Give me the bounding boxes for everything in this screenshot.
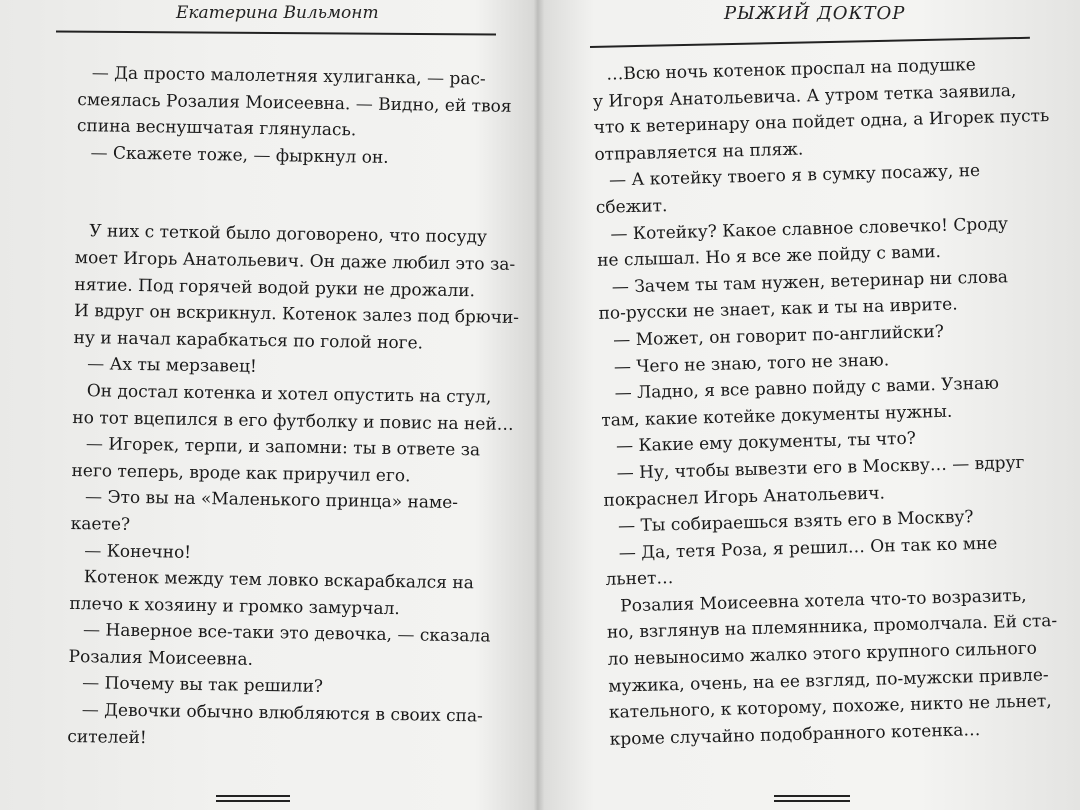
text-line: Розалия Моисеевна. [68,646,254,670]
text-line: каете? [70,513,131,535]
text-line: — Игорек, терпи, и запомни: ты в ответе за [85,434,481,461]
text-line: мужика, очень, на ее взгляд, по-мужски привле- [608,664,1049,697]
text-line: И вдруг он вскрикнул. Котенок залез под брючи- [73,301,520,329]
right-page [548,0,1080,810]
text-line: — Может, он говорит по-английски? [613,321,945,351]
text-line: У них с теткой было договорено, что посуду [89,221,488,248]
text-line: — Девочки обычно влюбляются в своих спа- [81,700,483,727]
text-line: не слышал. Но я все же пойду с вами. [596,242,942,272]
text-line: льнет… [605,568,674,591]
left-page-text [67,60,520,757]
footer-ornament [216,795,290,802]
text-line: отправляется на пляж. [594,139,804,165]
text-line: — А котейку твоего я в сумку посажу, не [608,161,981,191]
right-page-text [592,50,1058,753]
text-line: — Скажете тоже, — фыркнул он. [90,142,389,168]
text-line: но тот вцепился в его футболку и повис на ней… [72,407,514,435]
text-line: сбежит. [595,196,668,218]
text-line: — Да, тетя Роза, я решил… Он так ко мне [618,533,998,564]
footer-ornament [774,795,850,802]
text-line: смеялась Розалия Моисеевна. — Видно, ей твоя [77,89,512,117]
text-line: по-русски не знает, как и ты на иврите. [598,294,958,325]
text-line: у Игоря Анатольевича. А утром тетка заявила, [592,80,1017,112]
text-line: — Котейку? Какое славное словечко! Сроду [610,213,1009,245]
text-line: — Ладно, я все равно пойду с вами. Узнаю [614,373,1000,404]
text-line: — Да просто малолетняя хулиганка, — рас- [91,63,486,90]
text-line: — Ах ты мерзавец! [87,354,257,378]
text-line: Розалия Моисеевна хотела что-то возразить, [619,585,1027,617]
running-head-author: Екатерина Вильмонт [176,3,379,23]
left-page [0,0,530,810]
text-line: — Чего не знаю, того не знаю. [613,349,890,378]
text-line: …Всю ночь котенок проспал на подушке [606,54,977,85]
text-line: — Это вы на «Маленького принца» наме- [84,487,459,514]
text-line: Он достал котенка и хотел опустить на стул, [86,381,492,408]
text-line: покраснел Игорь Анатольевич. [603,482,886,511]
text-line: него теперь, вроде как приручил его. [71,460,411,486]
section-break [76,166,487,224]
text-line: кроме случайно подобранного котенка… [609,719,981,750]
text-line: что к ветеринару она пойдет одна, а Игорек пусть [593,106,1050,139]
text-line: — Наверное все-таки это девочка, — сказала [82,620,491,647]
text-line: Котенок между тем ловко вскарабкался на [83,567,474,594]
text-line: нятие. Под горячей водой руки не дрожали. [74,274,476,301]
text-line: кательного, к которому, похоже, никто не льнет, [608,691,1052,724]
text-line: ло невыносимо жалко этого крупного сильного [607,638,1038,670]
header-rule [56,30,496,35]
text-line: — Ты собираешься взять его в Москву? [617,507,974,537]
text-line: — Зачем ты там нужен, ветеринар ни слова [611,266,1009,298]
text-line: сителей! [67,726,147,748]
text-line: плечо к хозяину и громко замурчал. [69,593,400,619]
text-line: там, какие котейке документы нужны. [601,401,953,431]
text-line: но, взглянув на племянника, промолчала. Ей ста- [606,611,1058,644]
text-line: — Какие ему документы, ты что? [615,428,917,457]
text-line: — Почему вы так решили? [82,673,324,698]
text-line: моет Игорь Анатольевич. Он даже любил это за- [74,247,516,275]
header-rule [590,37,1030,48]
text-line: — Конечно! [84,540,192,563]
running-head-title: РЫЖИЙ ДОКТОР [724,3,906,24]
text-line: спина веснушчатая глянулась. [76,116,357,141]
text-line: ну и начал карабкаться по голой ноге. [73,327,424,354]
text-line: — Ну, чтобы вывезти его в Москву… — вдруг [616,452,1025,484]
